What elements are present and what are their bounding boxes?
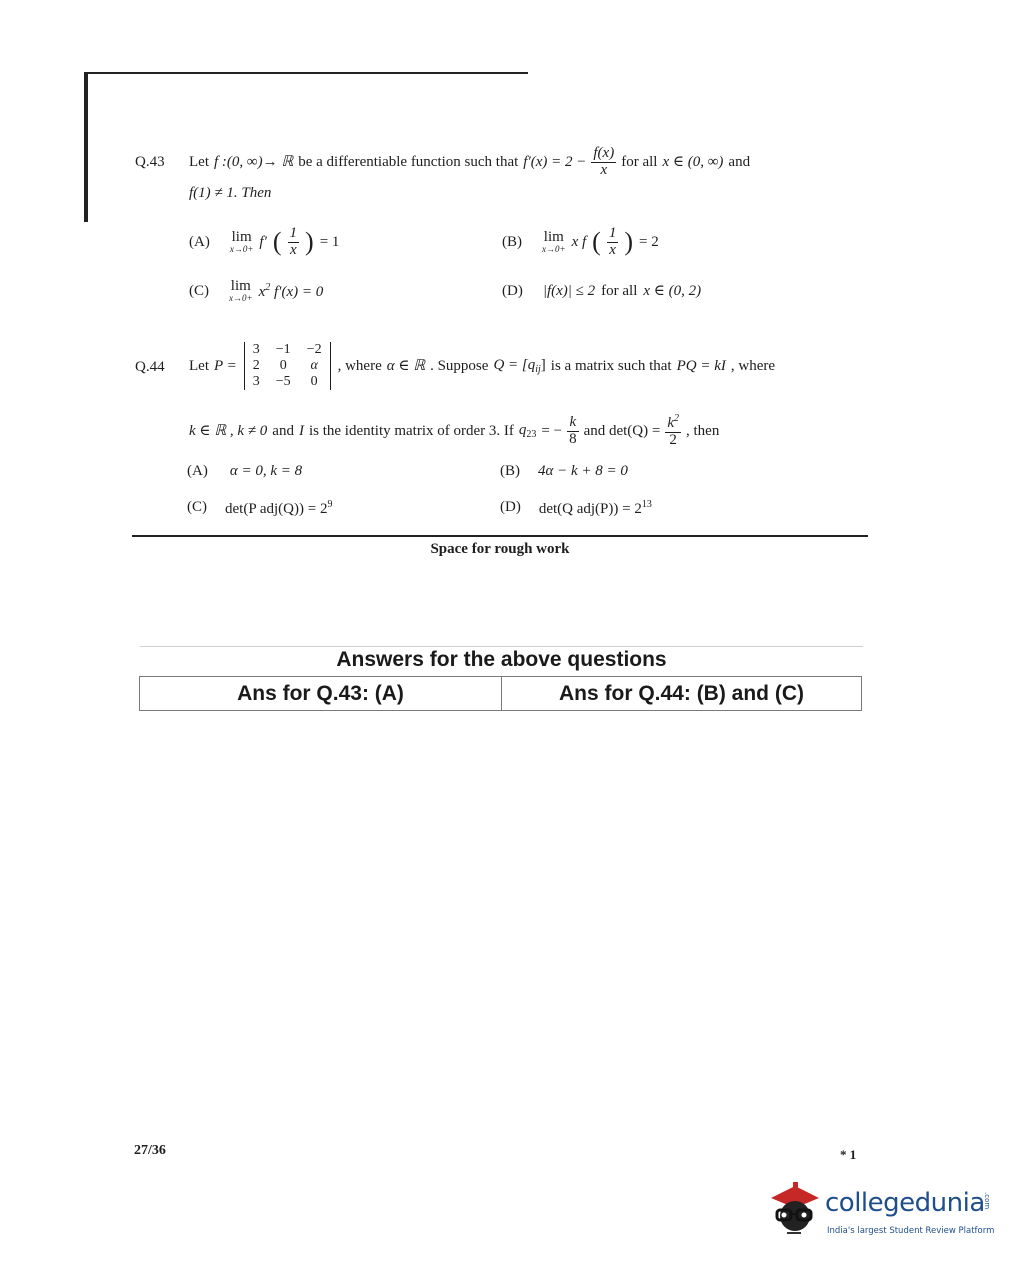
matrix-cell: α bbox=[310, 358, 318, 373]
q43-fraction: $\frac{f(x)}{x}$ bbox=[593, 144, 615, 178]
matrix-cell: 3 bbox=[252, 342, 260, 357]
page-marker: * 1 bbox=[840, 1147, 857, 1162]
matrix-cell: 0 bbox=[279, 358, 287, 373]
q44-option-b: (B) 4α − k + 8 = 0 bbox=[500, 463, 628, 479]
q43-stem-line2: f(1) ≠ 1. Then bbox=[189, 185, 272, 201]
brand-com: .com bbox=[983, 1192, 991, 1210]
q43-stem-line1: Let f :(0, ∞)→ ℝ be a differentiable function such that f′(x) = 2 − $\frac{f(x)}{x}$ for all x ∈ (0, ∞) and bbox=[189, 144, 751, 178]
answer-q44: Ans for Q.44: (B) and (C) bbox=[502, 677, 862, 711]
answers-heading: Answers for the above questions bbox=[336, 648, 667, 671]
q44-stem-line1: Let P = 3 −1 −2 2 0 α 3 −5 0 , where α ∈ ℝ . Suppose $Q = [q_{ij}]$ is a matrix such that PQ = kI , where bbox=[189, 342, 776, 389]
q43-number: Q.43 bbox=[135, 154, 165, 170]
matrix-cell: 3 bbox=[252, 374, 260, 389]
q43-option-a: (A) lim x→0+ f′ ( $\frac{1}{x}$ ) = 1 bbox=[189, 224, 340, 258]
matrix-cell: −1 bbox=[275, 342, 291, 357]
rough-work-label: Space for rough work bbox=[430, 541, 570, 557]
matrix-row bbox=[244, 342, 330, 358]
q44-option-c: (C) det(P $adj(Q)) = 2^9$ bbox=[187, 499, 333, 517]
q44-matrix-p bbox=[244, 342, 331, 390]
answers-heading-rule bbox=[140, 646, 863, 647]
q44-option-d: (D) det(Q $adj(P)) = 2^{13}$ bbox=[500, 499, 652, 517]
collegedunia-logo bbox=[765, 1180, 1000, 1250]
q43-option-d: (D) |f(x)| ≤ 2 for all x ∈ (0, 2) bbox=[502, 282, 702, 299]
rough-work-divider bbox=[132, 535, 868, 537]
matrix-cell: 2 bbox=[252, 358, 260, 373]
matrix-cell: 0 bbox=[310, 374, 318, 389]
left-border-line bbox=[84, 72, 88, 222]
mascot-icon bbox=[765, 1180, 823, 1242]
q44-option-a: (A) α = 0, k = 8 bbox=[187, 463, 303, 479]
q43-option-b: (B) lim x→0+ x f ( $\frac{1}{x}$ ) = 2 bbox=[502, 224, 659, 258]
matrix-row bbox=[244, 374, 330, 390]
brand-tagline: India's largest Student Review Platform bbox=[827, 1226, 995, 1236]
page-number: 27/36 bbox=[134, 1143, 166, 1158]
matrix-cell: −2 bbox=[306, 342, 322, 357]
q44-stem-line2: k ∈ ℝ , k ≠ 0 and I is the identity matrix of order 3. If $q_{23}$ = − $\frac{k}{8}$ and det(Q) = $\frac{k^2}{2}$ , then bbox=[189, 412, 720, 448]
brand-name: collegedunia bbox=[825, 1188, 985, 1218]
q43-option-c: (C) lim x→0+ $x^2$ f′(x) = 0 bbox=[189, 278, 324, 303]
q44-number: Q.44 bbox=[135, 359, 165, 375]
answers-table bbox=[139, 676, 862, 711]
matrix-cell: −5 bbox=[275, 374, 291, 389]
answer-q43: Ans for Q.43: (A) bbox=[140, 677, 502, 711]
top-border-line bbox=[84, 72, 528, 74]
matrix-row bbox=[244, 358, 330, 374]
